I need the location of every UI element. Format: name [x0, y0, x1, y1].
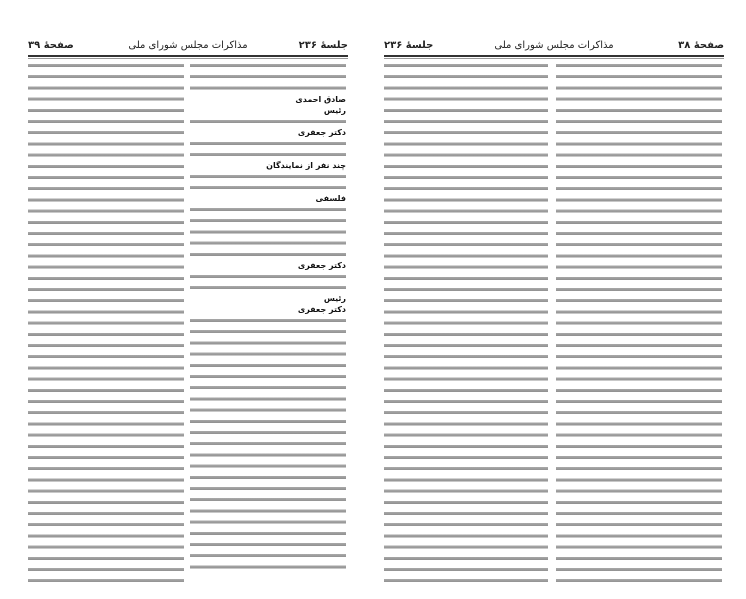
header-rule: [384, 55, 724, 57]
text-column: [384, 60, 548, 598]
header-rule: [28, 55, 348, 57]
header-rule: [28, 58, 348, 59]
speaker-label: فلسفی: [315, 194, 346, 203]
page-header: [384, 38, 724, 54]
header-rule: [384, 58, 724, 59]
text-column: [190, 60, 346, 598]
right-page: [384, 38, 724, 598]
page-number: صفحهٔ ۳۹: [28, 40, 74, 51]
speaker-label: رئیس: [323, 294, 346, 303]
text-column: [28, 60, 184, 598]
paragraph: [190, 315, 346, 573]
paragraph: [556, 60, 722, 590]
speaker-label: دکتر جعفری: [297, 261, 346, 270]
paragraph: [384, 60, 548, 590]
text-column: [556, 60, 722, 598]
page-number: صفحهٔ ۳۸: [678, 40, 724, 51]
paragraph: [190, 138, 346, 160]
page-header: [28, 38, 348, 54]
header-title: مذاکرات مجلس شورای ملی: [494, 40, 614, 51]
speaker-label: رئیس: [323, 106, 346, 115]
header-title: مذاکرات مجلس شورای ملی: [128, 40, 248, 51]
speaker-label: دکتر جعفری: [297, 128, 346, 137]
paragraph: [190, 204, 346, 260]
paragraph: [190, 271, 346, 293]
session-number: جلسهٔ ۲۳۶: [384, 40, 434, 51]
paragraph: [190, 171, 346, 193]
session-number: جلسهٔ ۲۳۶: [298, 40, 348, 51]
paragraph: [28, 60, 184, 590]
speaker-label: صادق احمدی: [295, 95, 346, 104]
speaker-label: چند نفر از نمایندگان: [266, 161, 346, 170]
left-page: [28, 38, 348, 598]
paragraph: [190, 60, 346, 94]
speaker-label: دکتر جعفری: [297, 305, 346, 314]
paragraph: [190, 116, 346, 127]
